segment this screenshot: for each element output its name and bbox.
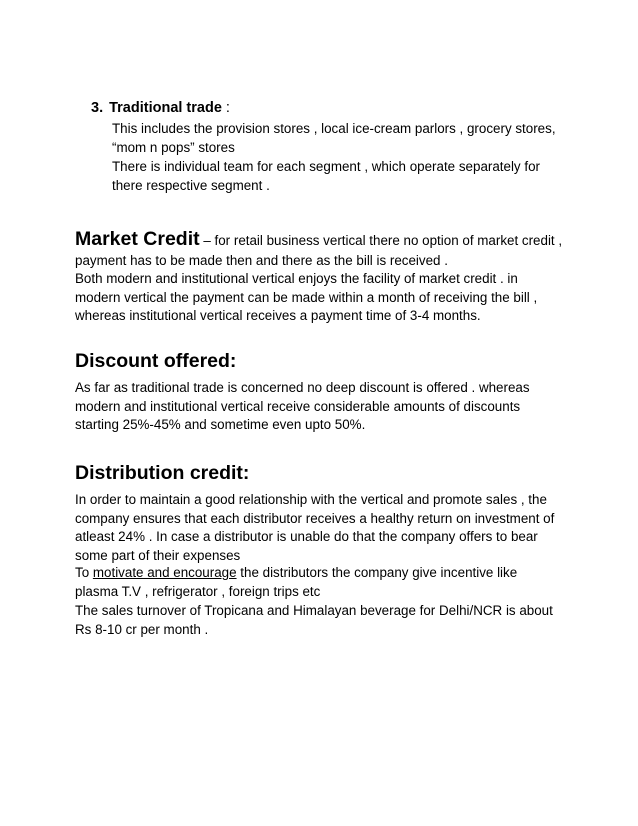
discount-offered-heading: Discount offered: bbox=[75, 350, 237, 372]
market-credit-para: Both modern and institutional vertical enjoys the facility of market credit . in modern vertical the payment can be made within a month of receiving the bill , whereas institutional vertical receives a payment time of 3-4 months. bbox=[75, 271, 538, 323]
traditional-trade-title: Traditional trade bbox=[109, 100, 222, 116]
distribution-credit-para-1: In order to maintain a good relationship with the vertical and promote sales , the company ensures that each distributor receives a healthy return on investment of atleast 24% . In case a distributor is unable do that the company offers to bear some part of their expenses bbox=[75, 492, 555, 563]
distribution-credit-para-2 bbox=[75, 564, 560, 601]
list-number: 3. bbox=[91, 100, 104, 116]
traditional-trade-para-1-block bbox=[112, 120, 572, 157]
distribution-credit-para-3: The sales turnover of Tropicana and Himalayan beverage for Delhi/NCR is about Rs 8-10 cr per month . bbox=[75, 603, 553, 637]
distribution-credit-para-1-block bbox=[75, 491, 555, 565]
distribution-credit-para-2-block bbox=[75, 564, 560, 601]
traditional-trade-para-2-block bbox=[112, 158, 572, 195]
discount-offered-section bbox=[75, 349, 575, 373]
para-2-prefix: To bbox=[75, 565, 93, 580]
market-credit-heading: Market Credit bbox=[75, 228, 200, 250]
heading-colon: : bbox=[221, 100, 230, 116]
market-credit-para-block bbox=[75, 270, 560, 326]
market-credit-intro-para bbox=[75, 229, 565, 271]
distribution-credit-heading: Distribution credit: bbox=[75, 462, 250, 484]
distribution-credit-section bbox=[75, 461, 575, 485]
traditional-trade-heading bbox=[91, 99, 230, 117]
motivate-encourage-underlined: motivate and encourage bbox=[92, 565, 237, 580]
discount-offered-para: As far as traditional trade is concerned no deep discount is offered . whereas modern and institutional vertical receive considerable amounts of discounts starting 25%-45% and sometime even upto 50%. bbox=[75, 380, 530, 432]
discount-offered-para-block bbox=[75, 379, 565, 435]
distribution-credit-para-3-block bbox=[75, 602, 565, 639]
para-2-suffix: the distributors the company give incentive like plasma T.V , refrigerator , foreign trips etc bbox=[75, 565, 518, 599]
traditional-trade-para-1: This includes the provision stores , local ice-cream parlors , grocery stores, “mom n pops” stores bbox=[112, 121, 556, 155]
traditional-trade-para-2: There is individual team for each segment , which operate separately for there respective segment . bbox=[112, 159, 540, 193]
market-credit-section bbox=[75, 229, 565, 271]
market-credit-intro: – for retail business vertical there no option of market credit , payment has to be made then and there as the bill is received . bbox=[75, 233, 563, 268]
